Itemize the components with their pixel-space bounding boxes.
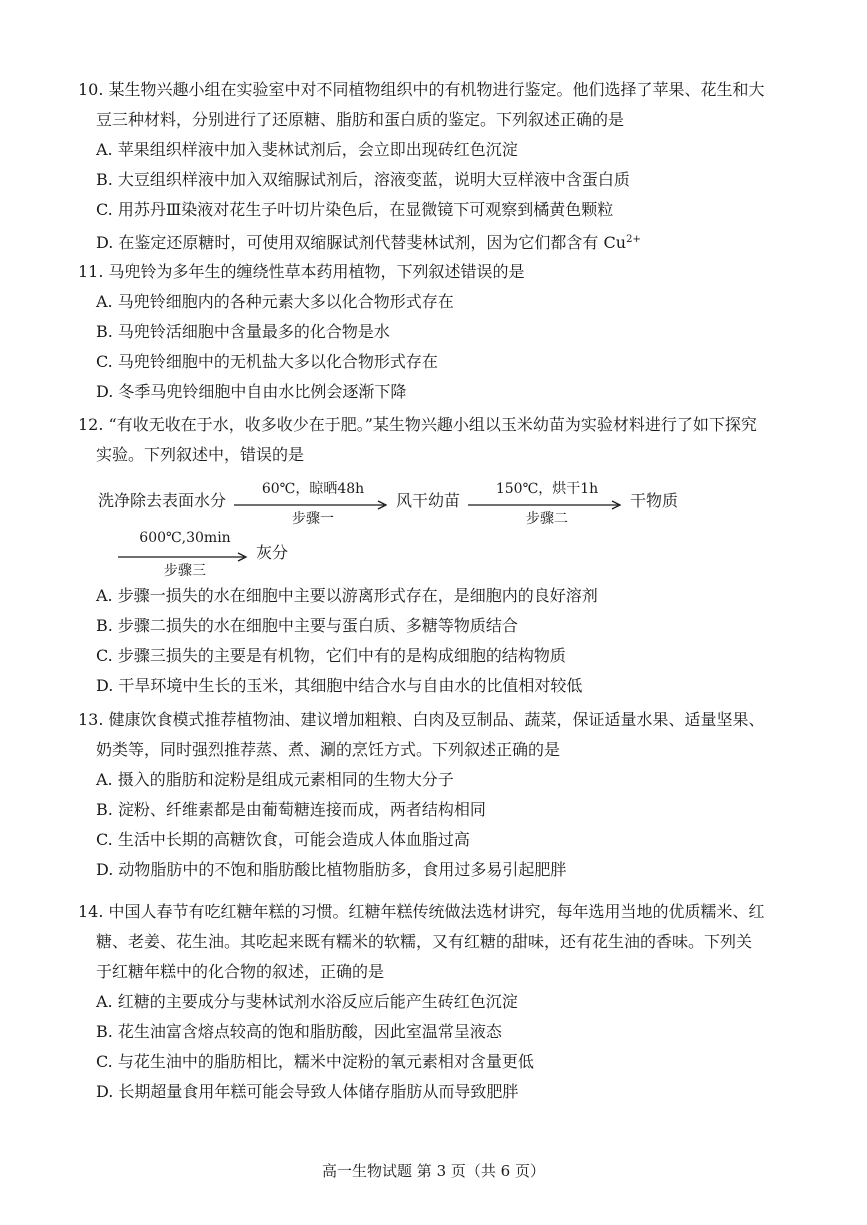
question-12-option-c: C. 步骤三损失的主要是有机物，它们中有的是构成细胞的结构物质 (96, 646, 566, 665)
question-11-option-b: B. 马兜铃活细胞中含量最多的化合物是水 (96, 322, 390, 341)
question-10-option-a: A. 苹果组织样液中加入斐林试剂后，会立即出现砖红色沉淀 (96, 140, 518, 159)
question-12-option-b: B. 步骤二损失的水在细胞中主要与蛋白质、多糖等物质结合 (96, 616, 518, 635)
question-14-option-d: D. 长期超量食用年糕可能会导致人体储存脂肪从而导致肥胖 (96, 1082, 519, 1101)
flow-arrow-3-step: 步骤三 (164, 563, 206, 579)
question-14-option-a: A. 红糖的主要成分与斐林试剂水浴反应后能产生砖红色沉淀 (96, 992, 518, 1011)
question-14-stem-line-2: 糖、老姜、花生油。其吃起来既有糯米的软糯，又有红糖的甜味，还有花生油的香味。下列关 (96, 932, 753, 951)
question-12-stem-line-2: 实验。下列叙述中，错误的是 (96, 445, 305, 464)
flow-node-dry-matter: 干物质 (630, 491, 679, 510)
question-10-option-d-text: D. 在鉴定还原糖时，可使用双缩脲试剂代替斐林试剂，因为它们都含有 Cu (96, 233, 627, 252)
question-14-stem-line-1: 14. 中国人春节有吃红糖年糕的习惯。红糖年糕传统做法选材讲究，每年选用当地的优质糯米、红 (78, 902, 765, 921)
question-14-stem-line-3: 于红糖年糕中的化合物的叙述，正确的是 (96, 962, 385, 981)
flow-arrow-3-condition: 600℃,30min (139, 530, 231, 546)
question-12-options (78, 581, 808, 701)
question-11-option-a: A. 马兜铃细胞内的各种元素大多以化合物形式存在 (96, 292, 454, 311)
flow-arrow-step-3 (118, 530, 252, 582)
flow-arrow-2-step: 步骤二 (526, 511, 568, 527)
question-13-option-c: C. 生活中长期的高糖饮食，可能会造成人体血脂过高 (96, 830, 470, 849)
question-10-stem-line-2: 豆三种材料，分别进行了还原糖、脂肪和蛋白质的鉴定。下列叙述正确的是 (96, 110, 625, 129)
question-14-option-b: B. 花生油富含熔点较高的饱和脂肪酸，因此室温常呈液态 (96, 1022, 502, 1041)
question-13-option-a: A. 摄入的脂肪和淀粉是组成元素相同的生物大分子 (96, 770, 454, 789)
question-14-option-c: C. 与花生油中的脂肪相比，糯米中淀粉的氧元素相对含量更低 (96, 1052, 534, 1071)
question-11-option-d: D. 冬季马兜铃细胞中自由水比例会逐渐下降 (96, 382, 407, 401)
flow-arrow-step-1 (234, 482, 392, 530)
question-11 (78, 257, 808, 407)
flow-node-air-dried-seedling: 风干幼苗 (396, 491, 461, 510)
experiment-flow-diagram (98, 481, 808, 579)
flow-arrow-1-step: 步骤一 (292, 511, 334, 527)
question-10-stem-line-1: 10. 某生物兴趣小组在实验室中对不同植物组织中的有机物进行鉴定。他们选择了苹果、花生和大 (78, 80, 765, 99)
question-11-stem-line-1: 11. 马兜铃为多年生的缠绕性草本药用植物，下列叙述错误的是 (78, 262, 525, 281)
question-11-option-c: C. 马兜铃细胞中的无机盐大多以化合物形式存在 (96, 352, 438, 371)
question-12-option-d: D. 干旱环境中生长的玉米，其细胞中结合水与自由水的比值相对较低 (96, 676, 583, 695)
question-12-stem (78, 410, 808, 470)
question-13-option-b: B. 淀粉、纤维素都是由葡萄糖连接而成，两者结构相同 (96, 800, 486, 819)
question-14 (78, 897, 808, 1107)
question-10 (78, 75, 808, 258)
page-footer: 高一生物试题 第 3 页（共 6 页） (322, 1162, 545, 1180)
question-12-option-a: A. 步骤一损失的水在细胞中主要以游离形式存在，是细胞内的良好溶剂 (96, 586, 598, 605)
flow-start: 洗净除去表面水分 (98, 491, 227, 510)
flow-arrow-step-2 (468, 482, 626, 530)
question-13 (78, 705, 808, 885)
question-12-stem-line-1: 12. “有收无收在于水，收多收少在于肥。”某生物兴趣小组以玉米幼苗为实验材料进行了如下探究 (78, 415, 757, 434)
flow-arrow-1-condition: 60℃，晾晒48h (261, 481, 365, 497)
question-10-option-d (78, 225, 808, 258)
question-10-option-b: B. 大豆组织样液中加入双缩脲试剂后，溶液变蓝，说明大豆样液中含蛋白质 (96, 170, 630, 189)
copper-ion-charge: 2+ (626, 234, 641, 245)
flow-arrow-2-condition: 150℃，烘干1h (495, 481, 599, 497)
question-13-option-d: D. 动物脂肪中的不饱和脂肪酸比植物脂肪多，食用过多易引起肥胖 (96, 860, 567, 879)
question-13-stem-line-2: 奶类等，同时强烈推荐蒸、煮、涮的烹饪方式。下列叙述正确的是 (96, 740, 561, 759)
flow-node-ash: 灰分 (256, 543, 289, 562)
question-13-stem-line-1: 13. 健康饮食模式推荐植物油、建议增加粗粮、白肉及豆制品、蔬菜，保证适量水果、适量坚果、 (78, 710, 765, 729)
question-10-option-c: C. 用苏丹Ⅲ染液对花生子叶切片染色后，在显微镜下可观察到橘黄色颗粒 (96, 200, 614, 219)
